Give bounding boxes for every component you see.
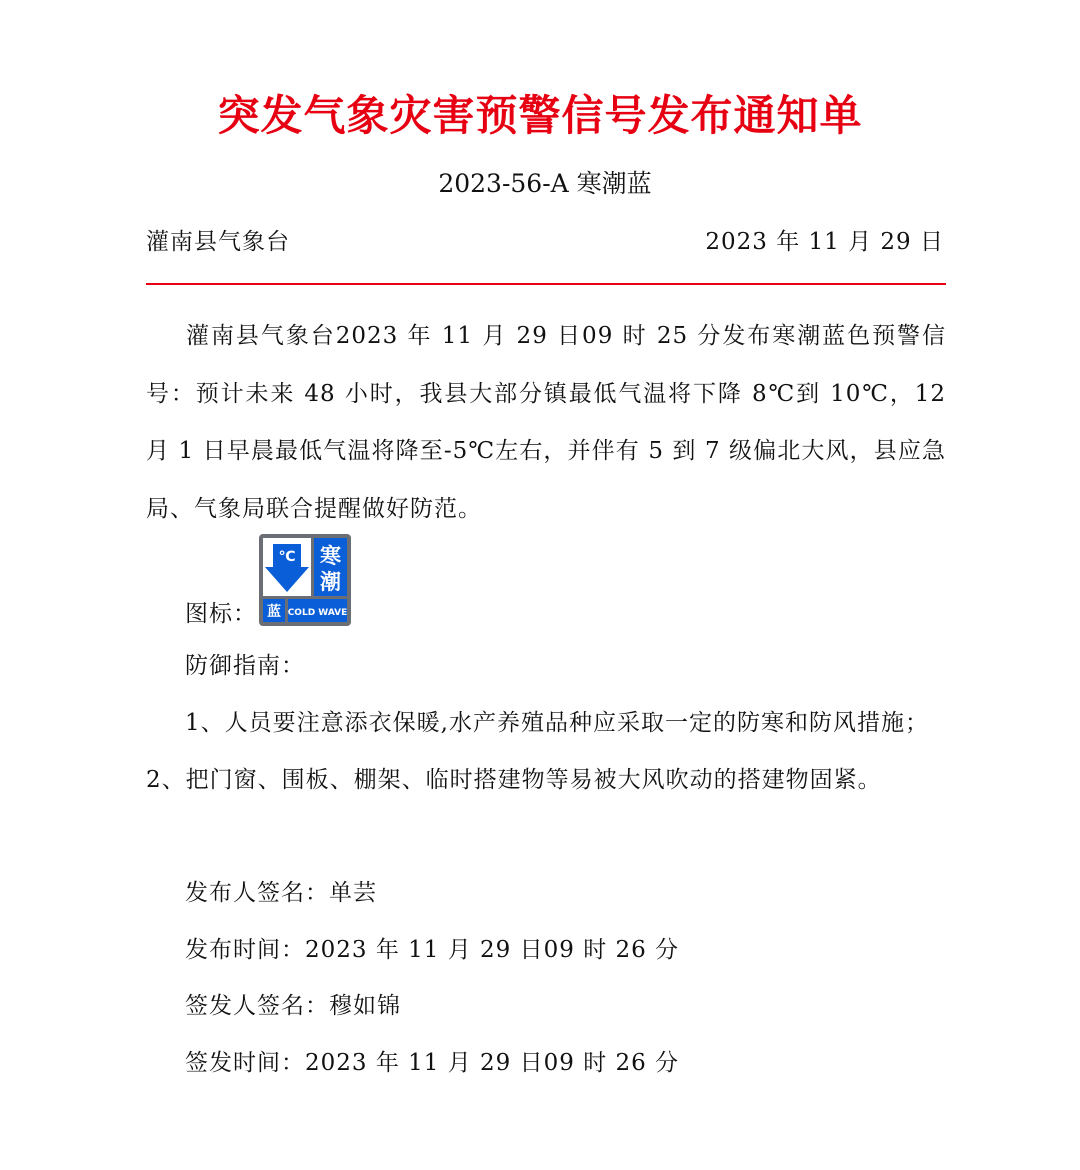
badge-level: 蓝 <box>267 604 281 620</box>
sign-time: 签发时间：2023 年 11 月 29 日09 时 26 分 <box>185 1050 680 1076</box>
icon-label: 图标： <box>185 601 257 627</box>
badge-char-top: 寒 <box>320 544 341 568</box>
warning-body: 灌南县气象台2023 年 11 月 29 日09 时 25 分发布寒潮蓝色预警信号：预计未来 48 小时，我县大部分镇最低气温将下降 8℃到 10℃，12 月 1 日早晨最低气温将降至-5℃左右，并伴有 5 到 7 级偏北大风，县应急局、气象局联合提醒做好防范。 <box>146 323 946 522</box>
issuer-org: 灌南县气象台 <box>146 229 290 255</box>
cold-wave-blue-warning-icon <box>259 534 351 626</box>
document-title: 突发气象灾害预警信号发布通知单 <box>217 91 863 140</box>
guide-heading: 防御指南： <box>185 653 305 679</box>
issue-date: 2023 年 11 月 29 日 <box>705 229 944 255</box>
guide-item-2: 2、把门窗、围板、棚架、临时搭建物等易被大风吹动的搭建物固紧。 <box>146 767 882 793</box>
badge-celsius: ℃ <box>278 549 296 565</box>
icon-row <box>185 530 351 626</box>
header-divider <box>146 283 946 285</box>
signer-signature: 签发人签名：穆如锦 <box>185 993 401 1019</box>
badge-english: COLD WAVE <box>287 608 348 618</box>
badge-char-bottom: 潮 <box>320 570 341 594</box>
guide-item-1: 1、人员要注意添衣保暖,水产养殖品种应采取一定的防寒和防风措施； <box>185 710 929 736</box>
publisher-signature: 发布人签名：单芸 <box>185 880 377 906</box>
warning-code: 2023-56-A 寒潮蓝 <box>438 169 652 198</box>
publish-time: 发布时间：2023 年 11 月 29 日09 时 26 分 <box>185 937 680 963</box>
